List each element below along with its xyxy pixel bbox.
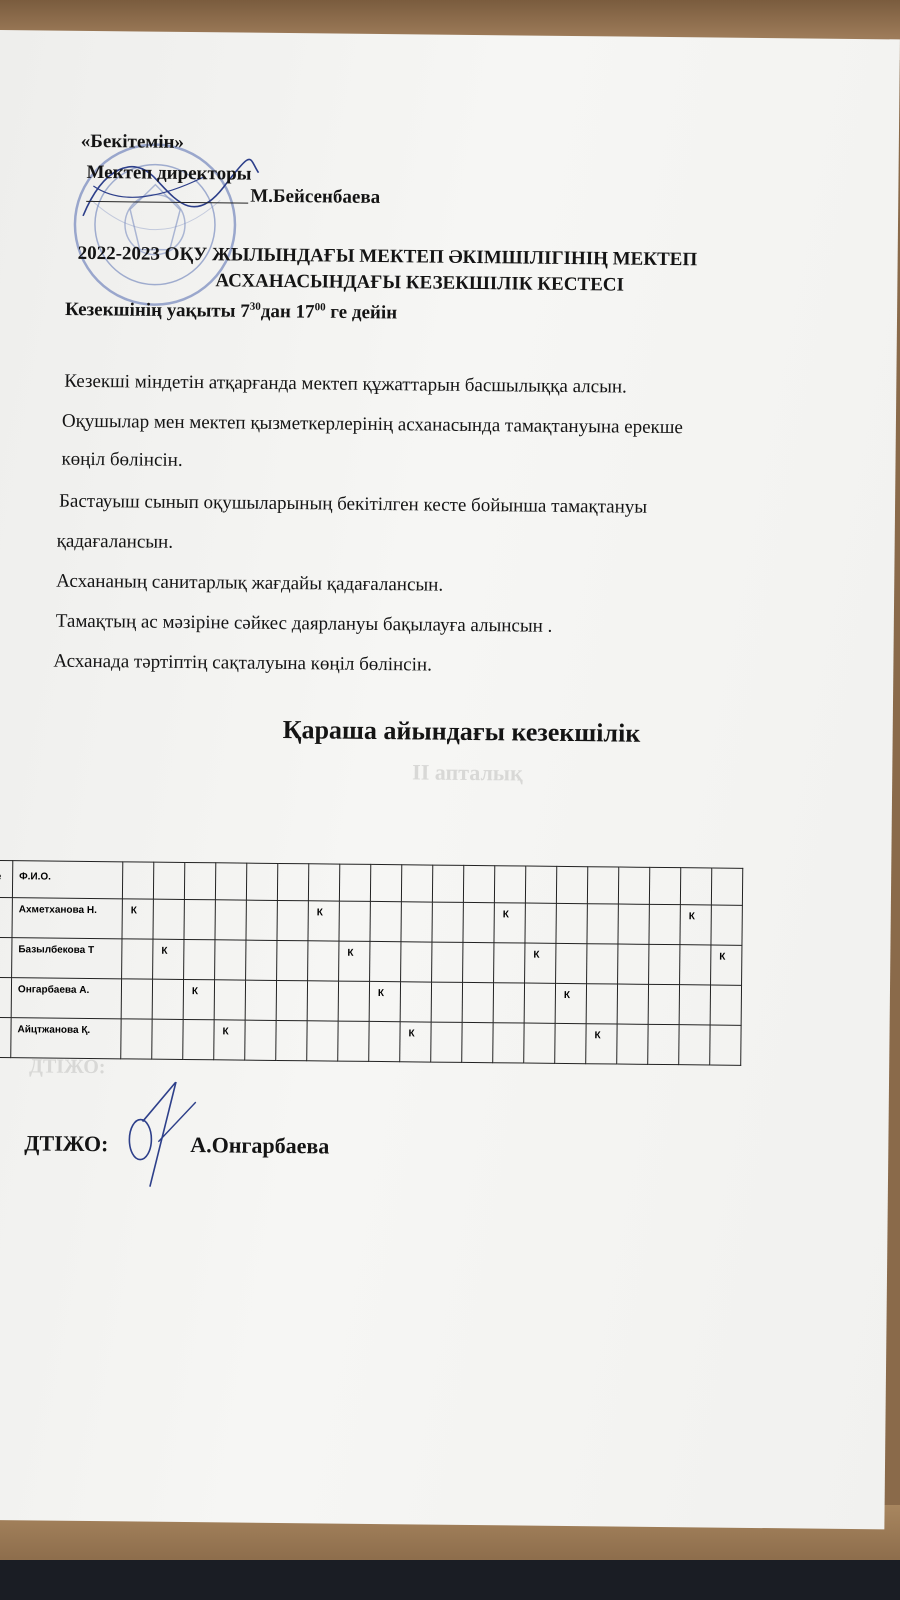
empty-cell <box>618 904 649 944</box>
duty-table <box>0 860 743 1066</box>
floor-shadow <box>0 1560 900 1600</box>
header-day-cell <box>649 867 680 904</box>
duty-mark: К <box>308 901 339 941</box>
empty-cell <box>679 985 710 1025</box>
duty-person-name: Ахметханова Н. <box>12 898 122 939</box>
empty-cell <box>524 1023 555 1063</box>
header-day-cell <box>122 862 153 899</box>
empty-cell <box>246 940 277 980</box>
empty-cell <box>215 900 246 940</box>
table-row <box>0 1017 741 1065</box>
bleed-through-signature: ДТІЖО: <box>29 1055 106 1079</box>
empty-cell <box>370 941 401 981</box>
header-day-cell <box>370 864 401 901</box>
header-day-cell <box>401 865 432 902</box>
empty-cell <box>679 1025 710 1065</box>
empty-cell <box>525 903 556 943</box>
instruction-1: Кезекші міндетін атқарғанда мектеп құжаттарын басшылыққа алсын. <box>64 370 627 398</box>
empty-cell <box>649 904 680 944</box>
empty-cell <box>431 1022 462 1062</box>
duty-hours-end-minutes: 00 <box>314 301 326 314</box>
empty-cell <box>246 900 277 940</box>
empty-cell <box>648 984 679 1024</box>
header-day-cell <box>277 863 308 900</box>
duty-mark: К <box>153 939 184 979</box>
duty-mark: К <box>183 979 214 1019</box>
duty-mark: К <box>122 899 153 939</box>
instruction-2-cont: көңіл бөлінсін. <box>61 448 183 471</box>
empty-cell <box>401 942 432 982</box>
empty-cell <box>462 982 493 1022</box>
empty-cell <box>494 943 525 983</box>
instruction-5: Тамақтың ас мәзіріне сәйкес даярлануы бақылауға алынсын . <box>55 610 553 637</box>
empty-cell <box>648 1024 679 1064</box>
header-day-cell <box>432 865 463 902</box>
empty-cell <box>711 905 742 945</box>
empty-cell <box>618 944 649 984</box>
duty-hours-suffix: ге дейін <box>325 301 398 324</box>
header-day-cell <box>680 868 711 905</box>
empty-cell <box>121 979 152 1019</box>
empty-cell <box>276 1020 307 1060</box>
document-title-line2: АСХАНАСЫНДАҒЫ КЕЗЕКШІЛІК КЕСТЕСІ <box>215 270 625 296</box>
approval-label: «Бекітемін» <box>80 130 185 153</box>
director-position: Мектеп директоры <box>86 161 252 185</box>
instruction-6: Асханада тәртіптің сақталуына көңіл бөлінсін. <box>53 650 432 676</box>
empty-cell <box>214 980 245 1020</box>
header-day-cell <box>215 863 246 900</box>
row-number <box>0 1017 11 1057</box>
empty-cell <box>587 944 618 984</box>
duty-mark: К <box>586 1024 617 1064</box>
instruction-2: Оқушылар мен мектеп қызметкерлерінің асханасында тамақтануына ерекше <box>61 410 684 439</box>
row-number <box>0 937 12 977</box>
empty-cell <box>121 1019 152 1059</box>
deputy-label: ДТІЖО: <box>24 1130 109 1157</box>
empty-cell <box>586 984 617 1024</box>
instruction-3-cont: қадағалансын. <box>56 530 174 553</box>
empty-cell <box>401 902 432 942</box>
duty-person-name: Айцтжанова Қ. <box>11 1018 121 1059</box>
empty-cell <box>556 903 587 943</box>
empty-cell <box>183 1019 214 1059</box>
duty-person-name: Базылбекова Т <box>12 938 122 979</box>
empty-cell <box>308 941 339 981</box>
empty-cell <box>617 984 648 1024</box>
duty-person-name: Онгарбаева А. <box>11 978 121 1019</box>
empty-cell <box>277 940 308 980</box>
deputy-signature-scribble <box>120 1081 201 1192</box>
empty-cell <box>153 899 184 939</box>
header-day-cell <box>556 866 587 903</box>
header-day-cell <box>587 867 618 904</box>
empty-cell <box>307 981 338 1021</box>
duty-hours-prefix: Кезекшінің уақыты 7 <box>64 299 250 322</box>
empty-cell <box>338 1021 369 1061</box>
empty-cell <box>432 902 463 942</box>
bleed-through-heading: ІІ апталық <box>412 759 523 786</box>
empty-cell <box>152 979 183 1019</box>
empty-cell <box>245 980 276 1020</box>
header-day-cell <box>618 867 649 904</box>
header-day-cell <box>153 862 184 899</box>
empty-cell <box>463 942 494 982</box>
duty-mark: К <box>214 1020 245 1060</box>
empty-cell <box>493 983 524 1023</box>
duty-hours-start-minutes: 30 <box>249 300 261 313</box>
empty-cell <box>276 980 307 1020</box>
header-number <box>0 860 13 897</box>
empty-cell <box>369 1021 400 1061</box>
empty-cell <box>649 944 680 984</box>
header-day-cell <box>494 866 525 903</box>
empty-cell <box>338 981 369 1021</box>
header-day-cell <box>246 863 277 900</box>
instruction-3: Бастауыш сынып оқушыларының бекітілген кесте бойынша тамақтануы <box>58 490 648 518</box>
empty-cell <box>680 945 711 985</box>
empty-cell <box>400 982 431 1022</box>
duty-hours-mid: дан 17 <box>260 301 315 323</box>
duty-hours <box>65 299 397 325</box>
duty-mark: К <box>339 941 370 981</box>
deputy-name: А.Онгарбаева <box>190 1132 330 1159</box>
header-full-name: Ф.И.О. <box>12 861 122 899</box>
empty-cell <box>493 1023 524 1063</box>
empty-cell <box>152 1019 183 1059</box>
duty-mark: К <box>555 983 586 1023</box>
instruction-4: Асхананың санитарлық жағдайы қадағалансын. <box>56 570 444 596</box>
duty-mark: К <box>494 903 525 943</box>
row-number <box>0 897 12 937</box>
empty-cell <box>184 939 215 979</box>
row-number <box>0 977 12 1017</box>
duty-mark: К <box>711 945 742 985</box>
document-title-line1: 2022-2023 ОҚУ ЖЫЛЫНДАҒЫ МЕКТЕП ӘКІМШІЛІГІНІҢ МЕКТЕП <box>77 242 698 271</box>
header-day-cell <box>711 868 742 905</box>
empty-cell <box>524 983 555 1023</box>
month-heading: Қараша айындағы кезекшілік <box>282 714 641 748</box>
empty-cell <box>277 900 308 940</box>
empty-cell <box>215 940 246 980</box>
empty-cell <box>370 901 401 941</box>
duty-mark: К <box>680 905 711 945</box>
empty-cell <box>710 985 741 1025</box>
empty-cell <box>339 901 370 941</box>
empty-cell <box>431 982 462 1022</box>
duty-mark: К <box>525 943 556 983</box>
empty-cell <box>307 1021 338 1061</box>
header-day-cell <box>463 865 494 902</box>
director-signature-scribble <box>73 146 264 238</box>
duty-mark: К <box>400 1022 431 1062</box>
empty-cell <box>462 1022 493 1062</box>
empty-cell <box>184 899 215 939</box>
empty-cell <box>245 1020 276 1060</box>
header-day-cell <box>308 864 339 901</box>
empty-cell <box>587 904 618 944</box>
header-day-cell <box>184 862 215 899</box>
empty-cell <box>710 1025 741 1065</box>
header-day-cell <box>339 864 370 901</box>
empty-cell <box>432 942 463 982</box>
header-day-cell <box>525 866 556 903</box>
duty-mark: К <box>369 981 400 1021</box>
director-name: М.Бейсенбаева <box>250 185 381 208</box>
empty-cell <box>556 943 587 983</box>
document-page <box>0 30 900 1529</box>
empty-cell <box>617 1024 648 1064</box>
empty-cell <box>463 902 494 942</box>
empty-cell <box>122 939 153 979</box>
empty-cell <box>555 1023 586 1063</box>
